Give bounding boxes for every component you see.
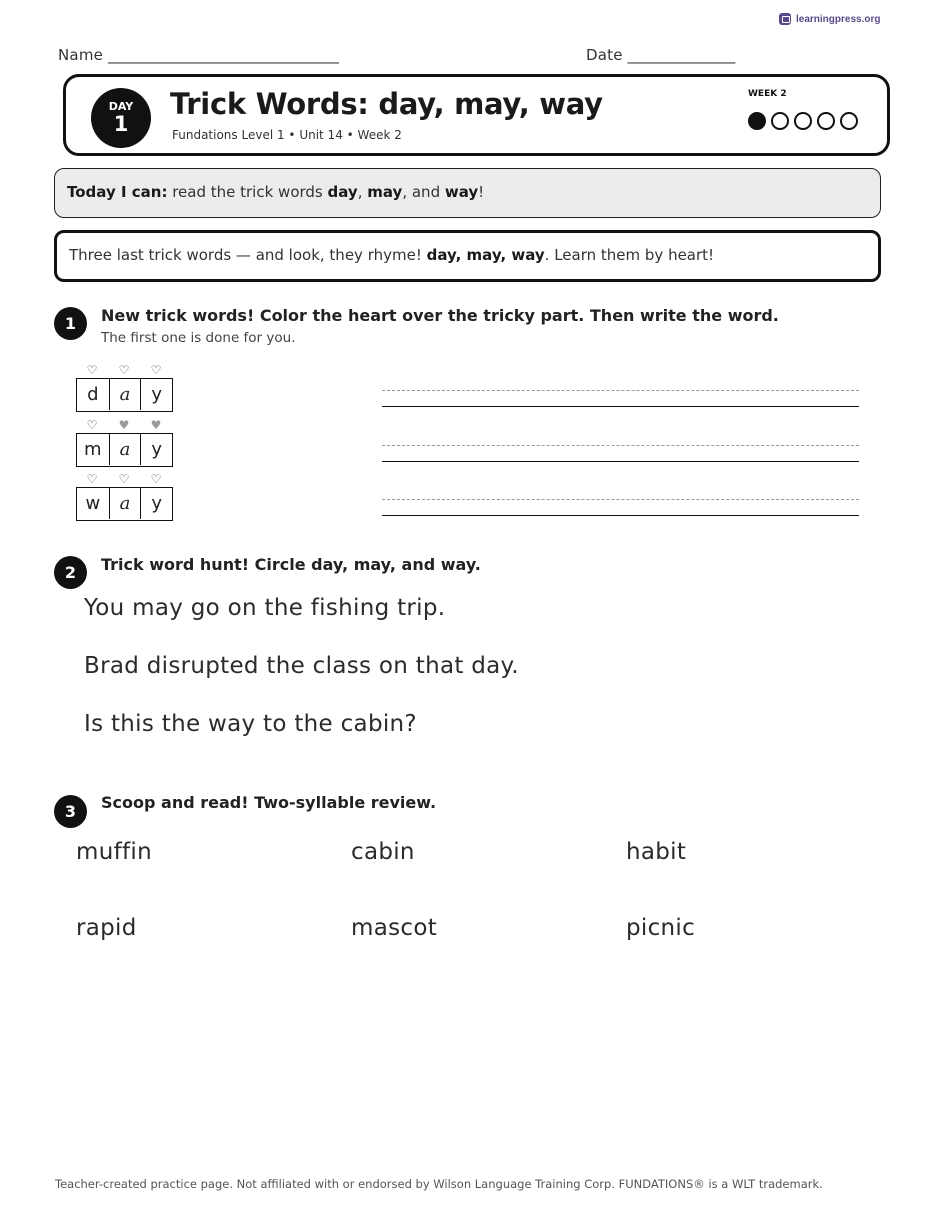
section-1-number: 1 — [54, 307, 87, 340]
goal-word-may: may — [367, 183, 403, 201]
week-progress-dot — [840, 112, 858, 130]
goal-text: read the trick words — [167, 183, 328, 201]
section-3-title: Scoop and read! Two-syllable review. — [101, 793, 437, 812]
sentence[interactable]: Brad disrupted the class on that day. — [84, 653, 519, 679]
week-progress — [748, 112, 858, 130]
goal-separator: , and — [402, 183, 445, 201]
week-progress-dot — [794, 112, 812, 130]
letter-box: w — [85, 493, 101, 514]
trick-word-row — [76, 472, 173, 521]
letter-box: y — [140, 434, 172, 465]
letter-box: a — [109, 379, 141, 410]
scoop-word: picnic — [626, 915, 696, 941]
goal-box — [54, 168, 881, 218]
goal-lead: Today I can: — [67, 183, 168, 201]
page-subtitle: Fundations Level 1 • Unit 14 • Week 2 — [172, 128, 402, 142]
letter-box: a — [109, 434, 141, 465]
brand-name: learningpress.org — [796, 13, 881, 25]
scoop-word: muffin — [76, 839, 152, 865]
week-progress-dot — [817, 112, 835, 130]
heart-icon[interactable]: ♡ — [86, 363, 98, 377]
intro-text: Three last trick words — and look, they rhyme! — [69, 246, 427, 264]
goal-word-way: way — [444, 183, 479, 201]
scoop-word: mascot — [351, 915, 438, 941]
section-1-subtitle: The first one is done for you. — [101, 330, 296, 346]
scoop-word: cabin — [351, 839, 415, 865]
heart-icon[interactable]: ♥ — [118, 418, 130, 432]
section-3-number: 3 — [54, 795, 87, 828]
letter-box: a — [109, 488, 141, 519]
trick-word-row — [76, 363, 173, 412]
day-label: DAY — [108, 100, 134, 113]
scoop-word: rapid — [76, 915, 137, 941]
goal-word-day: day — [327, 183, 358, 201]
heart-icon[interactable]: ♡ — [118, 472, 130, 486]
heart-icon[interactable]: ♡ — [86, 472, 98, 486]
intro-bold: day, may, way — [426, 246, 545, 264]
scoop-word: habit — [626, 839, 687, 865]
week-progress-dot — [748, 112, 766, 130]
date-field[interactable]: Date ______________ — [586, 46, 736, 64]
write-line[interactable] — [382, 445, 859, 462]
heart-icon[interactable]: ♡ — [150, 363, 162, 377]
heart-icon[interactable]: ♡ — [150, 472, 162, 486]
letter-box: m — [84, 439, 102, 460]
footer-disclaimer: Teacher-created practice page. Not affiliated with or endorsed by Wilson Language Training Corp. FUNDATIONS® is a WLT trademark. — [55, 1177, 823, 1191]
goal-separator: , — [357, 183, 368, 201]
brand-logo — [779, 13, 880, 25]
day-badge — [91, 88, 151, 148]
page-title: Trick Words: day, may, way — [170, 87, 603, 121]
write-line[interactable] — [382, 390, 859, 407]
heart-icon[interactable]: ♥ — [150, 418, 162, 432]
sentence[interactable]: You may go on the fishing trip. — [84, 595, 446, 621]
intro-text-end: . Learn them by heart! — [544, 246, 715, 264]
heart-icon[interactable]: ♡ — [118, 363, 130, 377]
letter-box: y — [140, 488, 172, 519]
week-progress-dot — [771, 112, 789, 130]
letter-box: y — [140, 379, 172, 410]
day-number: 1 — [113, 112, 129, 136]
intro-box — [54, 230, 881, 282]
heart-icon[interactable]: ♡ — [86, 418, 98, 432]
goal-end: ! — [478, 183, 485, 201]
section-2-number: 2 — [54, 556, 87, 589]
header-card — [63, 74, 890, 156]
section-2-title: Trick word hunt! Circle day, may, and way. — [101, 555, 481, 574]
letter-box: d — [87, 384, 99, 405]
name-field[interactable]: Name ______________________________ — [58, 46, 340, 64]
book-icon — [779, 13, 791, 25]
sentence[interactable]: Is this the way to the cabin? — [84, 711, 417, 737]
section-1-title: New trick words! Color the heart over the tricky part. Then write the word. — [101, 306, 779, 325]
week-label: WEEK 2 — [748, 89, 787, 99]
trick-word-row — [76, 418, 173, 467]
write-line[interactable] — [382, 499, 859, 516]
